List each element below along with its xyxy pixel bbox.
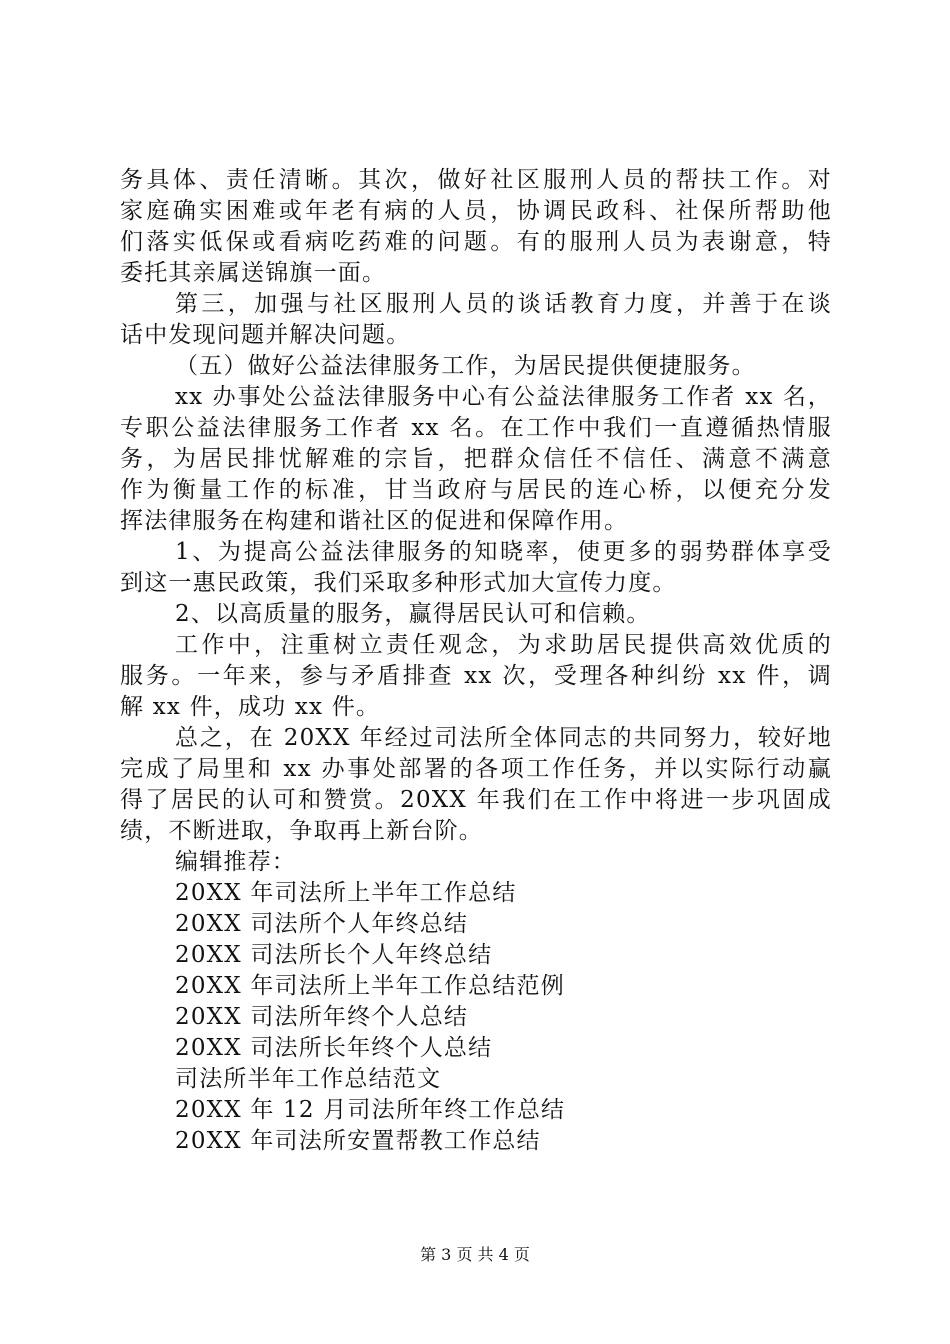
body-line: 挥法律服务在构建和谐社区的促进和保障作用。 (120, 508, 629, 534)
body-line: 专职公益法律服务工作者 xx 名。在工作中我们一直遵循热情服 (120, 415, 832, 441)
body-line: 2、以高质量的服务，赢得居民认可和信赖。 (175, 601, 651, 627)
body-line: 们落实低保或看病吃药难的问题。有的服刑人员为表谢意，特 (120, 229, 832, 255)
body-line: 1、为提高公益法律服务的知晓率，使更多的弱势群体享受 (175, 539, 832, 565)
body-line: 服务。一年来，参与矛盾排查 xx 次，受理各种纠纷 xx 件，调 (120, 663, 832, 689)
body-line: 得了居民的认可和赞赏。20XX 年我们在工作中将进一步巩固成 (120, 787, 832, 813)
body-line: 务具体、责任清晰。其次，做好社区服刑人员的帮扶工作。对 (120, 167, 832, 193)
recommend-link[interactable]: 20XX 司法所长个人年终总结 (175, 942, 493, 968)
body-line: 到这一惠民政策，我们采取多种形式加大宣传力度。 (120, 570, 677, 596)
body-line: 总之，在 20XX 年经过司法所全体同志的共同努力，较好地 (175, 725, 832, 751)
recommend-link[interactable]: 20XX 年司法所安置帮教工作总结 (175, 1128, 541, 1154)
document-body (120, 165, 832, 1157)
recommend-link[interactable]: 20XX 年司法所上半年工作总结 (175, 880, 517, 906)
body-line: 务，为居民排忧解难的宗旨，把群众信任不信任、满意不满意 (120, 446, 832, 472)
body-line: 第三，加强与社区服刑人员的谈话教育力度，并善于在谈 (175, 291, 832, 317)
page-number-footer: 第 3 页 共 4 页 (420, 1245, 530, 1264)
recommend-link[interactable]: 20XX 年司法所上半年工作总结范例 (175, 973, 565, 999)
body-line: 完成了局里和 xx 办事处部署的各项工作任务，并以实际行动赢 (120, 756, 832, 782)
recommend-link[interactable]: 20XX 司法所年终个人总结 (175, 1004, 469, 1030)
body-line: 绩，不断进取，争取再上新台阶。 (120, 818, 483, 844)
body-line: 作为衡量工作的标准，甘当政府与居民的连心桥，以便充分发 (120, 477, 832, 503)
recommend-link[interactable]: 20XX 年 12 月司法所年终工作总结 (175, 1097, 566, 1123)
body-line: 家庭确实困难或年老有病的人员，协调民政科、社保所帮助他 (120, 198, 832, 224)
body-line: 工作中，注重树立责任观念，为求助居民提供高效优质的 (175, 632, 832, 658)
body-line: 委托其亲属送锦旗一面。 (120, 260, 387, 286)
body-line: xx 办事处公益法律服务中心有公益法律服务工作者 xx 名， (175, 384, 832, 410)
body-line: 解 xx 件，成功 xx 件。 (120, 694, 381, 720)
recommend-link[interactable]: 司法所半年工作总结范文 (175, 1066, 442, 1092)
body-line: 话中发现问题并解决问题。 (120, 322, 411, 348)
recommend-heading: 编辑推荐： (175, 849, 296, 875)
section-heading: （五）做好公益法律服务工作，为居民提供便捷服务。 (175, 353, 756, 379)
recommend-link[interactable]: 20XX 司法所个人年终总结 (175, 911, 469, 937)
recommend-link[interactable]: 20XX 司法所长年终个人总结 (175, 1035, 493, 1061)
